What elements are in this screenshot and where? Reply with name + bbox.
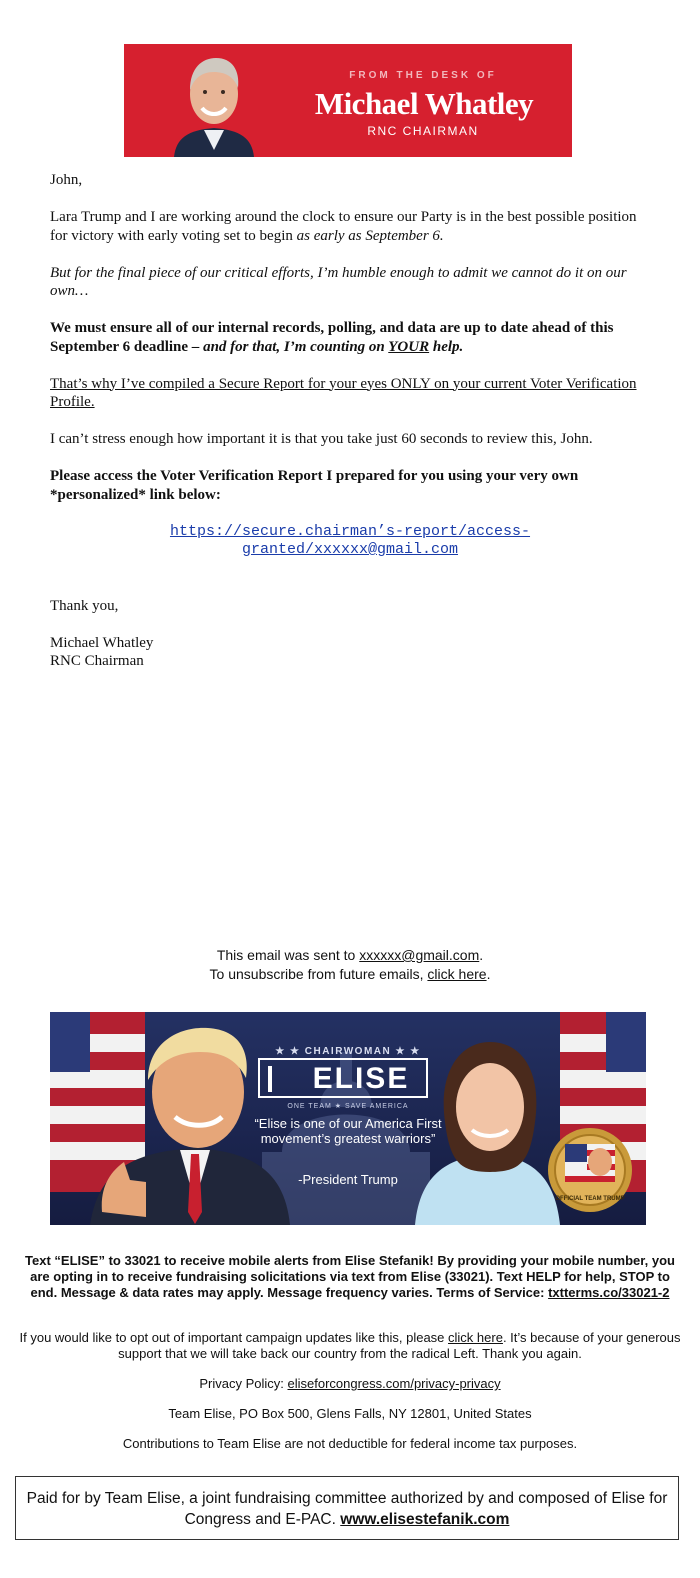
unsub-prefix: To unsubscribe from future emails, [209, 966, 428, 982]
sms-terms-link[interactable]: txtterms.co/33021-2 [548, 1285, 670, 1300]
sent-suffix: . [479, 947, 484, 963]
elise-attribution: -President Trump [298, 1172, 398, 1187]
p2-text: But for the final piece of our critical efforts, I’m humble enough to admit we cannot do it on our own… [50, 264, 627, 299]
elise-name: ELISE [312, 1062, 410, 1095]
p3-emphasis: and for that, I’m counting on [203, 338, 389, 355]
paid-for-text: Paid for by Team Elise, a joint fundraising committee authorized by and composed of Elise for Congress and E-PAC. [26, 1490, 668, 1528]
unsub-suffix: . [486, 966, 491, 982]
header-banner [124, 44, 572, 157]
optout-prefix: If you would like to opt out of important campaign updates like this, please [19, 1330, 449, 1345]
sent-to-line [0, 946, 700, 965]
report-link-line-1[interactable]: https://secure.chairman’s-report/access- [169, 522, 531, 540]
elise-banner[interactable] [50, 1012, 646, 1225]
signature-title: RNC Chairman [50, 653, 144, 669]
p1-text: Lara Trump and I are working around the clock to ensure our Party is in the best possible position for victory with early voting set to begin [50, 209, 637, 244]
privacy-policy [16, 1376, 684, 1392]
header-name: Michael Whatley [314, 86, 534, 121]
seal-text: OFFICIAL TEAM TRUMP [555, 1196, 625, 1202]
chairman-portrait [174, 50, 254, 157]
sent-prefix: This email was sent to [216, 947, 360, 963]
optout-notice [16, 1330, 684, 1362]
report-link[interactable] [50, 523, 650, 560]
mailing-address: Team Elise, PO Box 500, Glens Falls, NY 12801, United States [168, 1406, 532, 1421]
paid-for-box [15, 1476, 679, 1540]
unsubscribe-line [0, 965, 700, 984]
privacy-link[interactable]: eliseforcongress.com/privacy-privacy [287, 1376, 501, 1391]
p6-text: Please access the Voter Verification Report I prepared for you using your very own *personalized* link below: [50, 468, 579, 503]
header-kicker: FROM THE DESK OF [349, 70, 497, 81]
elise-quote: “Elise is one of our America First movement’s greatest warriors” [254, 1116, 442, 1146]
report-link-line-2[interactable]: granted/xxxxxx@gmail.com [241, 541, 459, 558]
elise-logo [258, 1058, 428, 1098]
paragraph-deadline [50, 319, 650, 356]
elise-kicker: ★ ★ CHAIRWOMAN ★ ★ [275, 1046, 421, 1057]
optout-link[interactable]: click here [448, 1330, 503, 1345]
paragraph-early-voting [50, 208, 650, 245]
letter-body [50, 171, 650, 671]
optout-suffix: . It’s because of your generous support that we will take back our country from the radical Left. Thank you again. [118, 1330, 681, 1361]
p1-emphasis: as early as September 6. [296, 227, 444, 244]
p3-your: YOUR [388, 338, 430, 355]
p3-text: We must ensure all of our internal records, polling, and data are up to date ahead of this September 6 deadline – [50, 320, 614, 355]
paragraph-humble [50, 264, 650, 301]
website-link[interactable]: www.elisestefanik.com [340, 1511, 510, 1528]
paragraph-access [50, 467, 650, 504]
recipient-email-link[interactable]: xxxxxx@gmail.com [359, 947, 480, 963]
signoff: Thank you, [50, 597, 119, 614]
signature-name: Michael Whatley [50, 634, 154, 651]
header-title: RNC CHAIRMAN [367, 124, 479, 138]
privacy-prefix: Privacy Policy: [199, 1376, 288, 1391]
sms-notice [16, 1253, 684, 1301]
sms-text: Text “ELISE” to 33021 to receive mobile alerts from Elise Stefanik! By providing your mobile number, you are opting in to receive fundraising solicitations via text from Elise (33021). Text HELP for help, STOP to end. Message & data rates may apply. Message frequency varies. Terms of Service: [25, 1253, 675, 1300]
elise-tagline: ONE TEAM ★ SAVE AMERICA [287, 1103, 409, 1110]
paragraph-stress: I can’t stress enough how important it is that you take just 60 seconds to review this, John. [50, 431, 593, 447]
unsubscribe-link[interactable]: click here [427, 966, 487, 982]
paragraph-secure-report: That’s why I’ve compiled a Secure Report for your eyes ONLY on your current Voter Verification Profile. [50, 375, 637, 410]
greeting: John, [50, 172, 83, 188]
p3-help: help. [429, 338, 464, 355]
contributions-disclaimer: Contributions to Team Elise are not deductible for federal income tax purposes. [122, 1436, 578, 1451]
unsubscribe-notice [0, 946, 700, 984]
elise-logo-mark [268, 1066, 294, 1092]
